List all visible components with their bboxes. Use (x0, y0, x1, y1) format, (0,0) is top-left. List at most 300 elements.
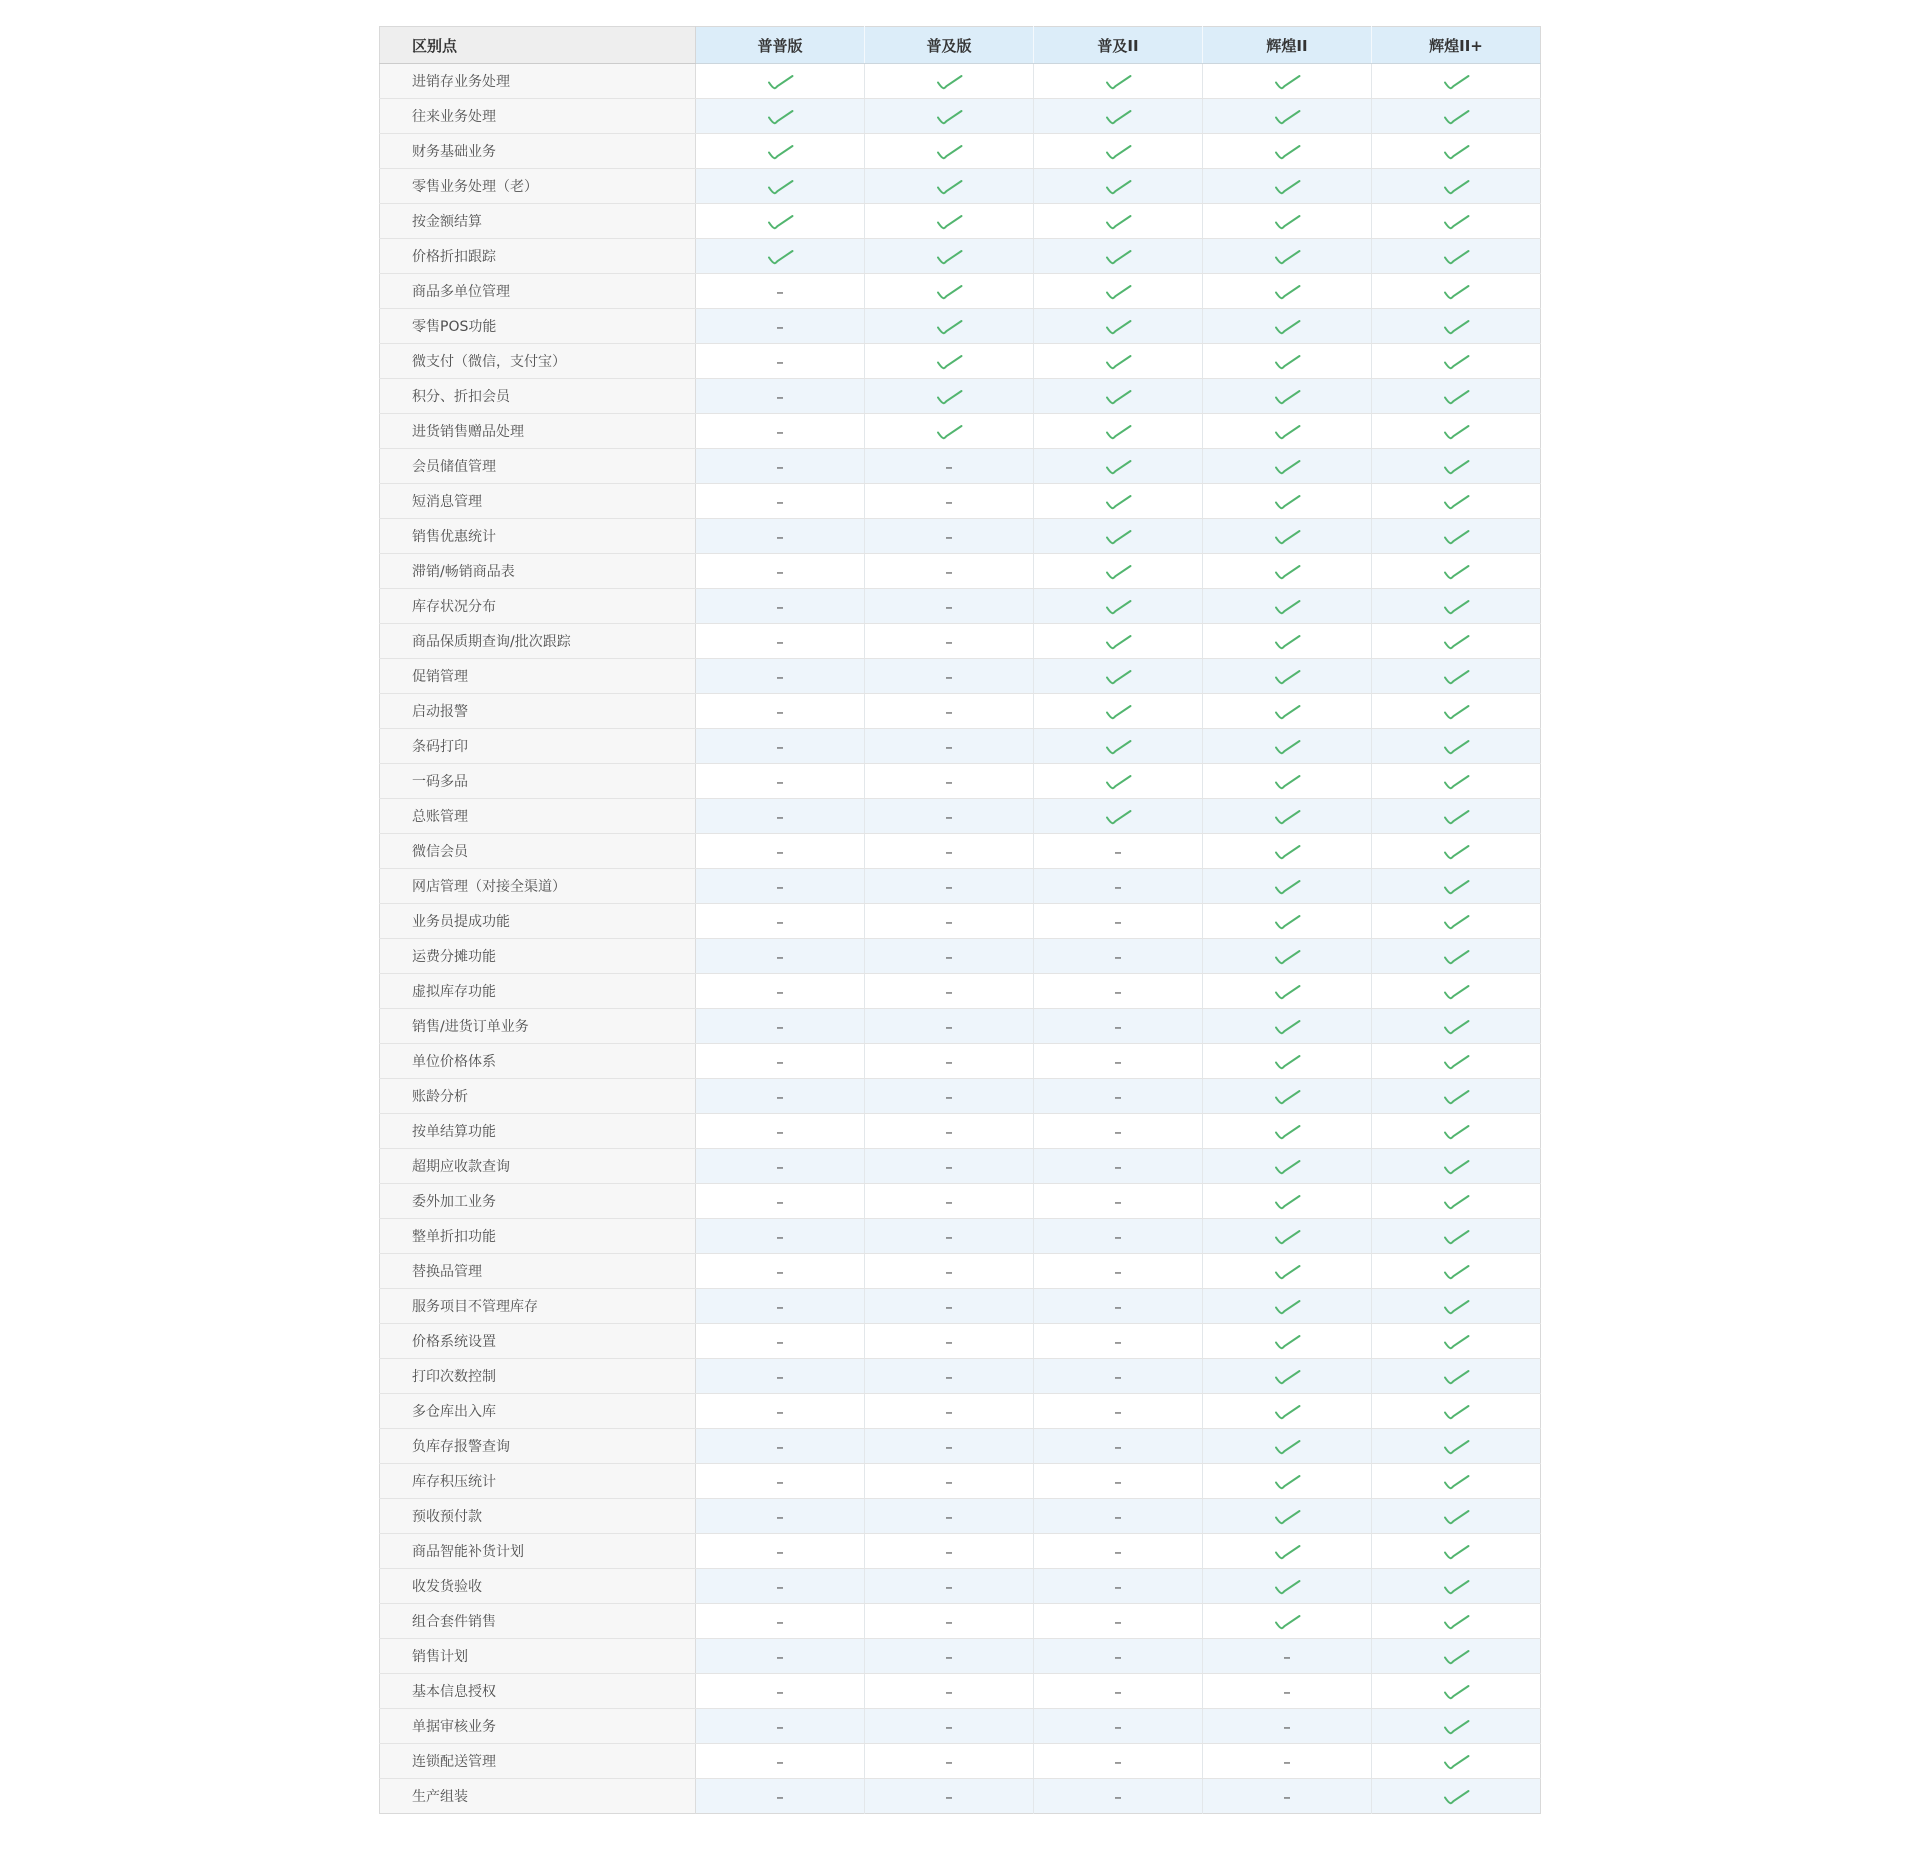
dash-icon: – (1114, 982, 1122, 1001)
check-icon (1104, 809, 1133, 826)
feature-label: 价格折扣跟踪 (380, 239, 696, 274)
check-icon (1442, 459, 1471, 476)
dash-icon: – (776, 1437, 784, 1456)
dash-icon: – (1114, 1577, 1122, 1596)
table-row (380, 484, 1541, 519)
table-row (380, 1359, 1541, 1394)
support-cell (1034, 414, 1203, 449)
table-row (380, 1114, 1541, 1149)
support-cell (1372, 1499, 1541, 1534)
support-cell (1203, 1534, 1372, 1569)
check-icon (766, 144, 795, 161)
table-row (380, 1009, 1541, 1044)
check-icon (1442, 599, 1471, 616)
check-icon (1104, 284, 1133, 301)
check-icon (1104, 389, 1133, 406)
table-row (380, 1184, 1541, 1219)
feature-label: 负库存报警查询 (380, 1429, 696, 1464)
support-cell (1034, 1779, 1203, 1814)
support-cell (1203, 1044, 1372, 1079)
dash-icon: – (945, 457, 953, 476)
feature-label: 整单折扣功能 (380, 1219, 696, 1254)
comparison-table (379, 26, 1541, 1814)
support-cell (1034, 1254, 1203, 1289)
dash-icon: – (776, 1402, 784, 1421)
support-cell (865, 519, 1034, 554)
support-cell (865, 799, 1034, 834)
support-cell (865, 1254, 1034, 1289)
check-icon (766, 179, 795, 196)
support-cell (696, 1324, 865, 1359)
check-icon (1104, 599, 1133, 616)
check-icon (1273, 1579, 1302, 1596)
check-icon (1442, 1229, 1471, 1246)
dash-icon: – (945, 912, 953, 931)
support-cell (1034, 659, 1203, 694)
check-icon (1273, 1369, 1302, 1386)
table-row (380, 344, 1541, 379)
check-icon (1442, 1684, 1471, 1701)
check-icon (1442, 564, 1471, 581)
support-cell (1034, 1639, 1203, 1674)
feature-label: 进货销售赠品处理 (380, 414, 696, 449)
check-icon (1104, 739, 1133, 756)
support-cell (696, 1429, 865, 1464)
check-icon (1104, 214, 1133, 231)
support-cell (865, 1044, 1034, 1079)
check-icon (1273, 599, 1302, 616)
dash-icon: – (945, 1472, 953, 1491)
check-icon (1442, 1579, 1471, 1596)
feature-label: 积分、折扣会员 (380, 379, 696, 414)
support-cell (865, 869, 1034, 904)
support-cell (865, 1534, 1034, 1569)
feature-label: 替换品管理 (380, 1254, 696, 1289)
check-icon (1442, 144, 1471, 161)
table-row (380, 869, 1541, 904)
support-cell (1203, 1009, 1372, 1044)
support-cell (696, 764, 865, 799)
check-icon (1273, 809, 1302, 826)
support-cell (1372, 414, 1541, 449)
support-cell (1372, 344, 1541, 379)
check-icon (1104, 424, 1133, 441)
support-cell (1034, 379, 1203, 414)
support-cell (1203, 1394, 1372, 1429)
check-icon (1104, 354, 1133, 371)
dash-icon: – (945, 807, 953, 826)
support-cell (1034, 764, 1203, 799)
support-cell (865, 274, 1034, 309)
support-cell (1372, 1744, 1541, 1779)
support-cell (1372, 484, 1541, 519)
dash-icon: – (945, 947, 953, 966)
dash-icon: – (1114, 877, 1122, 896)
check-icon (1442, 1299, 1471, 1316)
support-cell (1203, 554, 1372, 589)
support-cell (865, 1779, 1034, 1814)
support-cell (1034, 1394, 1203, 1429)
check-icon (1273, 669, 1302, 686)
support-cell (1203, 64, 1372, 99)
check-icon (1273, 984, 1302, 1001)
table-row (380, 974, 1541, 1009)
support-cell (696, 554, 865, 589)
support-cell (1034, 1569, 1203, 1604)
feature-label: 条码打印 (380, 729, 696, 764)
table-row (380, 239, 1541, 274)
check-icon (766, 249, 795, 266)
table-row (380, 694, 1541, 729)
table-row (380, 554, 1541, 589)
check-icon (1273, 74, 1302, 91)
support-cell (696, 519, 865, 554)
header-edition-2: 普及版 (865, 27, 1034, 64)
table-row (380, 449, 1541, 484)
support-cell (696, 799, 865, 834)
check-icon (1442, 424, 1471, 441)
dash-icon: – (776, 632, 784, 651)
check-icon (1442, 704, 1471, 721)
support-cell (1034, 344, 1203, 379)
check-icon (1442, 844, 1471, 861)
dash-icon: – (776, 1647, 784, 1666)
check-icon (1273, 1544, 1302, 1561)
check-icon (1273, 774, 1302, 791)
dash-icon: – (776, 282, 784, 301)
support-cell (1372, 169, 1541, 204)
table-row (380, 1079, 1541, 1114)
dash-icon: – (945, 1157, 953, 1176)
dash-icon: – (776, 1052, 784, 1071)
support-cell (1372, 799, 1541, 834)
feature-label: 业务员提成功能 (380, 904, 696, 939)
support-cell (1203, 1184, 1372, 1219)
dash-icon: – (945, 527, 953, 546)
support-cell (696, 1499, 865, 1534)
header-edition-1: 普普版 (696, 27, 865, 64)
support-cell (1034, 1009, 1203, 1044)
support-cell (1203, 134, 1372, 169)
check-icon (1104, 774, 1133, 791)
dash-icon: – (776, 1507, 784, 1526)
feature-label: 基本信息授权 (380, 1674, 696, 1709)
check-icon (1273, 1439, 1302, 1456)
dash-icon: – (945, 1122, 953, 1141)
check-icon (766, 109, 795, 126)
support-cell (1203, 1779, 1372, 1814)
check-icon (1104, 669, 1133, 686)
support-cell (1372, 904, 1541, 939)
dash-icon: – (945, 1052, 953, 1071)
check-icon (1273, 529, 1302, 546)
check-icon (1442, 1194, 1471, 1211)
check-icon (1273, 1229, 1302, 1246)
dash-icon: – (1114, 1192, 1122, 1211)
support-cell (1034, 169, 1203, 204)
table-row (380, 1149, 1541, 1184)
check-icon (1442, 949, 1471, 966)
support-cell (696, 1044, 865, 1079)
support-cell (865, 939, 1034, 974)
dash-icon: – (776, 667, 784, 686)
support-cell (865, 414, 1034, 449)
check-icon (1273, 389, 1302, 406)
support-cell (1372, 1569, 1541, 1604)
dash-icon: – (1114, 1752, 1122, 1771)
dash-icon: – (945, 1402, 953, 1421)
support-cell (1203, 729, 1372, 764)
dash-icon: – (776, 842, 784, 861)
table-row (380, 379, 1541, 414)
table-row (380, 134, 1541, 169)
check-icon (1273, 634, 1302, 651)
support-cell (1034, 729, 1203, 764)
check-icon (1104, 459, 1133, 476)
table-row (380, 1499, 1541, 1534)
check-icon (1273, 739, 1302, 756)
feature-label: 总账管理 (380, 799, 696, 834)
table-row (380, 1429, 1541, 1464)
support-cell (1034, 1744, 1203, 1779)
dash-icon: – (776, 457, 784, 476)
feature-label: 账龄分析 (380, 1079, 696, 1114)
dash-icon: – (1114, 1262, 1122, 1281)
dash-icon: – (1114, 947, 1122, 966)
support-cell (1203, 589, 1372, 624)
dash-icon: – (1114, 912, 1122, 931)
support-cell (1034, 974, 1203, 1009)
dash-icon: – (1114, 1017, 1122, 1036)
dash-icon: – (945, 737, 953, 756)
check-icon (1442, 1754, 1471, 1771)
table-row (380, 309, 1541, 344)
dash-icon: – (1114, 1402, 1122, 1421)
feature-label: 单位价格体系 (380, 1044, 696, 1079)
support-cell (1034, 1604, 1203, 1639)
feature-label: 多仓库出入库 (380, 1394, 696, 1429)
table-row (380, 834, 1541, 869)
support-cell (1034, 1674, 1203, 1709)
support-cell (1372, 1289, 1541, 1324)
feature-label: 打印次数控制 (380, 1359, 696, 1394)
feature-label: 虚拟库存功能 (380, 974, 696, 1009)
support-cell (1203, 484, 1372, 519)
dash-icon: – (945, 632, 953, 651)
support-cell (1372, 1044, 1541, 1079)
support-cell (1203, 1569, 1372, 1604)
support-cell (696, 484, 865, 519)
support-cell (1034, 134, 1203, 169)
dash-icon: – (776, 1122, 784, 1141)
support-cell (1203, 1219, 1372, 1254)
check-icon (1442, 914, 1471, 931)
support-cell (1372, 624, 1541, 659)
check-icon (1273, 1124, 1302, 1141)
support-cell (865, 1289, 1034, 1324)
dash-icon: – (945, 1682, 953, 1701)
support-cell (696, 589, 865, 624)
support-cell (1372, 1114, 1541, 1149)
support-cell (865, 1009, 1034, 1044)
feature-label: 往来业务处理 (380, 99, 696, 134)
support-cell (696, 1569, 865, 1604)
dash-icon: – (776, 1577, 784, 1596)
support-cell (1034, 1324, 1203, 1359)
check-icon (935, 389, 964, 406)
support-cell (1203, 974, 1372, 1009)
support-cell (1372, 1464, 1541, 1499)
support-cell (1372, 834, 1541, 869)
dash-icon: – (776, 982, 784, 1001)
support-cell (696, 1394, 865, 1429)
support-cell (1034, 554, 1203, 589)
support-cell (1372, 1184, 1541, 1219)
support-cell (1372, 589, 1541, 624)
support-cell (1034, 1114, 1203, 1149)
check-icon (1273, 214, 1302, 231)
support-cell (1372, 659, 1541, 694)
table-row (380, 1709, 1541, 1744)
dash-icon: – (945, 1367, 953, 1386)
support-cell (696, 904, 865, 939)
support-cell (865, 204, 1034, 239)
feature-label: 单据审核业务 (380, 1709, 696, 1744)
support-cell (1034, 589, 1203, 624)
table-row (380, 624, 1541, 659)
dash-icon: – (945, 597, 953, 616)
feature-label: 微信会员 (380, 834, 696, 869)
support-cell (1203, 624, 1372, 659)
support-cell (696, 694, 865, 729)
check-icon (1273, 1159, 1302, 1176)
dash-icon: – (776, 1787, 784, 1806)
check-icon (1442, 214, 1471, 231)
check-icon (1273, 459, 1302, 476)
check-icon (1273, 1614, 1302, 1631)
dash-icon: – (776, 1752, 784, 1771)
dash-icon: – (776, 1262, 784, 1281)
check-icon (1442, 494, 1471, 511)
support-cell (1203, 869, 1372, 904)
dash-icon: – (776, 1367, 784, 1386)
check-icon (1273, 494, 1302, 511)
check-icon (1442, 1474, 1471, 1491)
check-icon (1442, 1544, 1471, 1561)
support-cell (1034, 1184, 1203, 1219)
check-icon (1442, 319, 1471, 336)
dash-icon: – (945, 1332, 953, 1351)
support-cell (1372, 1534, 1541, 1569)
support-cell (1372, 1709, 1541, 1744)
support-cell (865, 624, 1034, 659)
check-icon (1273, 1299, 1302, 1316)
support-cell (865, 1499, 1034, 1534)
support-cell (865, 344, 1034, 379)
support-cell (1034, 1709, 1203, 1744)
table-row (380, 1289, 1541, 1324)
support-cell (696, 1149, 865, 1184)
check-icon (1442, 1789, 1471, 1806)
dash-icon: – (945, 1717, 953, 1736)
check-icon (1442, 774, 1471, 791)
table-row (380, 729, 1541, 764)
dash-icon: – (1114, 1227, 1122, 1246)
table-row (380, 1394, 1541, 1429)
support-cell (865, 659, 1034, 694)
support-cell (696, 1114, 865, 1149)
check-icon (935, 144, 964, 161)
support-cell (865, 239, 1034, 274)
support-cell (865, 554, 1034, 589)
header-edition-5: 辉煌II+ (1372, 27, 1541, 64)
support-cell (696, 869, 865, 904)
support-cell (865, 1324, 1034, 1359)
support-cell (1034, 1464, 1203, 1499)
feature-label: 进销存业务处理 (380, 64, 696, 99)
support-cell (696, 1744, 865, 1779)
support-cell (1203, 799, 1372, 834)
dash-icon: – (776, 1717, 784, 1736)
support-cell (1372, 1324, 1541, 1359)
dash-icon: – (945, 772, 953, 791)
check-icon (1442, 1509, 1471, 1526)
support-cell (1034, 239, 1203, 274)
dash-icon: – (1283, 1752, 1291, 1771)
support-cell (696, 344, 865, 379)
support-cell (1034, 1534, 1203, 1569)
feature-label: 委外加工业务 (380, 1184, 696, 1219)
dash-icon: – (776, 492, 784, 511)
check-icon (1442, 1054, 1471, 1071)
support-cell (696, 1079, 865, 1114)
check-icon (1442, 249, 1471, 266)
support-cell (696, 99, 865, 134)
check-icon (1273, 424, 1302, 441)
check-icon (935, 179, 964, 196)
dash-icon: – (1114, 1647, 1122, 1666)
support-cell (1034, 694, 1203, 729)
support-cell (1203, 1639, 1372, 1674)
dash-icon: – (776, 527, 784, 546)
check-icon (1273, 354, 1302, 371)
header-feature-column: 区别点 (380, 27, 696, 64)
support-cell (696, 1709, 865, 1744)
support-cell (696, 449, 865, 484)
check-icon (1273, 879, 1302, 896)
support-cell (1203, 1114, 1372, 1149)
support-cell (1203, 694, 1372, 729)
support-cell (696, 64, 865, 99)
table-row (380, 939, 1541, 974)
support-cell (1372, 1394, 1541, 1429)
dash-icon: – (945, 1087, 953, 1106)
check-icon (1104, 634, 1133, 651)
header-edition-4: 辉煌II (1203, 27, 1372, 64)
dash-icon: – (945, 1612, 953, 1631)
table-row (380, 204, 1541, 239)
table-row (380, 799, 1541, 834)
feature-label: 生产组装 (380, 1779, 696, 1814)
table-row (380, 1219, 1541, 1254)
support-cell (1034, 869, 1203, 904)
support-cell (865, 309, 1034, 344)
check-icon (1442, 389, 1471, 406)
support-cell (696, 974, 865, 1009)
support-cell (1203, 414, 1372, 449)
feature-label: 财务基础业务 (380, 134, 696, 169)
support-cell (1372, 519, 1541, 554)
